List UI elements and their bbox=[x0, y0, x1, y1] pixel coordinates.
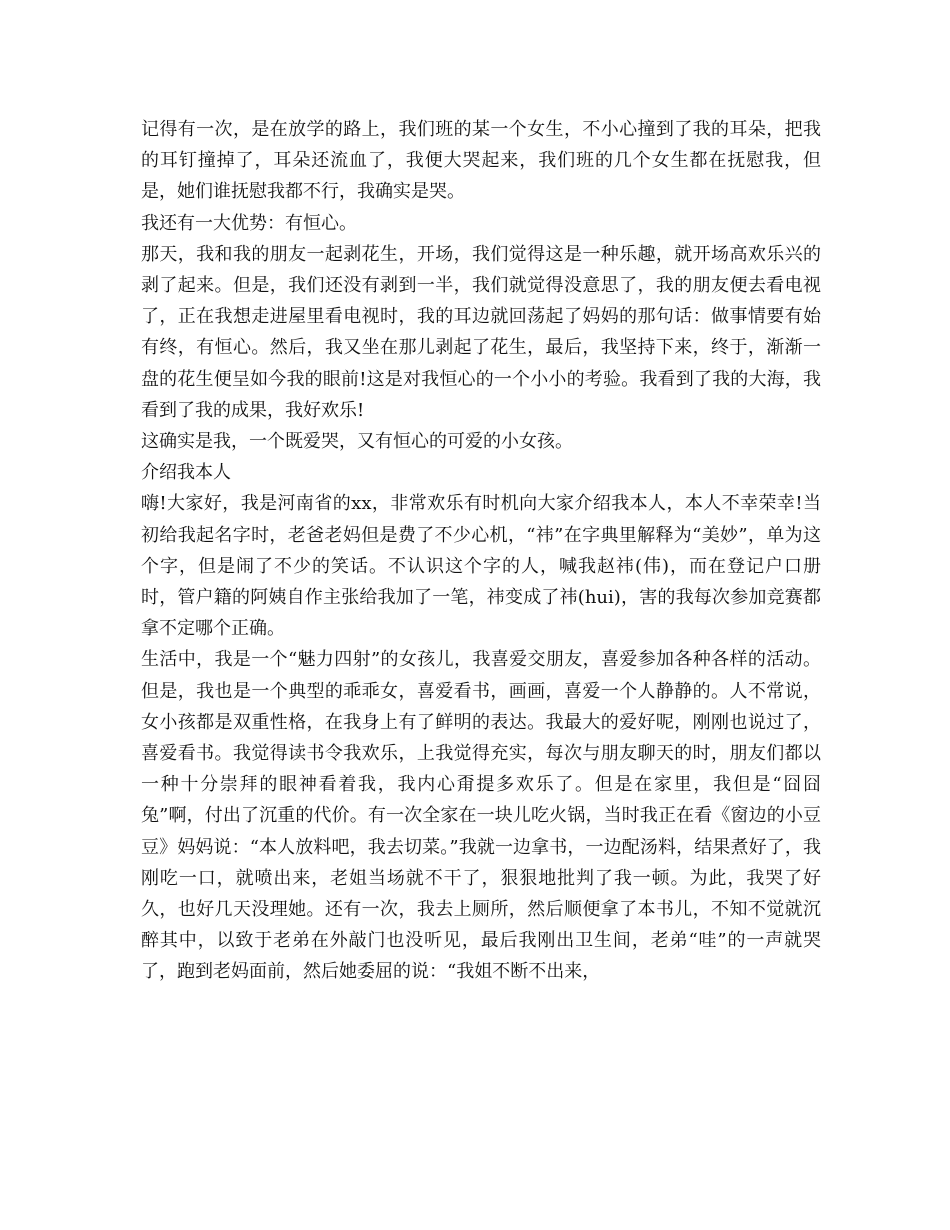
paragraph-summary: 这确实是我，一个既爱哭，又有恒心的可爱的小女孩。 bbox=[141, 431, 573, 453]
paragraph-peanut-story: 那天，我和我的朋友一起剥花生，开场，我们觉得这是一种乐趣，就开场高欢乐兴的剥了起来。但是，我们还没有剥到一半，我们就觉得没意思了，我的朋友便去看电视了，正在我想走进屋里看电视时，我的耳边就回荡起了妈妈的那句话：做事情要有始有终，有恒心。然后，我又坐在那儿剥起了花生，最后，我坚持下来，终于，渐渐一盘的花生便呈如今我的眼前!这是对我恒心的一个小小的考验。我看到了我的大海，我看到了我的成果，我好欢乐! bbox=[141, 243, 821, 421]
paragraph-perseverance-intro: 我还有一大优势：有恒心。 bbox=[141, 212, 357, 234]
section-heading: 介绍我本人 bbox=[141, 462, 231, 484]
paragraph-earring-story: 记得有一次，是在放学的路上，我们班的某一个女生，不小心撞到了我的耳朵，把我的耳钉撞掉了，耳朵还流血了，我便大哭起来，我们班的几个女生都在抚慰我，但是，她们谁抚慰我都不行，我确实是哭。 bbox=[141, 119, 821, 203]
paragraph-self-introduction: 嗨!大家好，我是河南省的xx，非常欢乐有时机向大家介绍我本人，本人不幸荣幸!当初给我起名字时，老爸老妈但是费了不少心机，“祎”在字典里解释为“美妙”，单为这个字，但是闹了不少的笑话。不认识这个字的人，喊我赵祎(伟)，而在登记户口册时，管户籍的阿姨自作主张给我加了一笔，祎变成了祎(hui)，害的我每次参加竞赛都拿不定哪个正确。 bbox=[141, 493, 821, 640]
paragraph-daily-life: 生活中，我是一个“魅力四射”的女孩儿，我喜爱交朋友，喜爱参加各种各样的活动。但是，我也是一个典型的乖乖女，喜爱看书，画画，喜爱一个人静静的。人不常说，女小孩都是双重性格，在我身上有了鲜明的表达。我最大的爱好呢，刚刚也说过了，喜爱看书。我觉得读书令我欢乐，上我觉得充实，每次与朋友聊天的时，朋友们都以一种十分崇拜的眼神看着我，我内心甭提多欢乐了。但是在家里，我但是“囧囧兔”啊，付出了沉重的代价。有一次全家在一块儿吃火锅，当时我正在看《窗边的小豆豆》妈妈说：“本人放料吧，我去切菜。”我就一边拿书，一边配汤料，结果煮好了，我刚吃一口，就喷出来，老姐当场就不干了，狠狠地批判了我一顿。为此，我哭了好久，也好几天没理她。还有一次，我去上厕所，然后顺便拿了本书儿，不知不觉就沉醉其中，以致于老弟在外敲门也没听见，最后我刚出卫生间，老弟“哇”的一声就哭了，跑到老妈面前，然后她委屈的说：“我姐不断不出来， bbox=[141, 649, 821, 983]
document-page bbox=[141, 114, 821, 988]
